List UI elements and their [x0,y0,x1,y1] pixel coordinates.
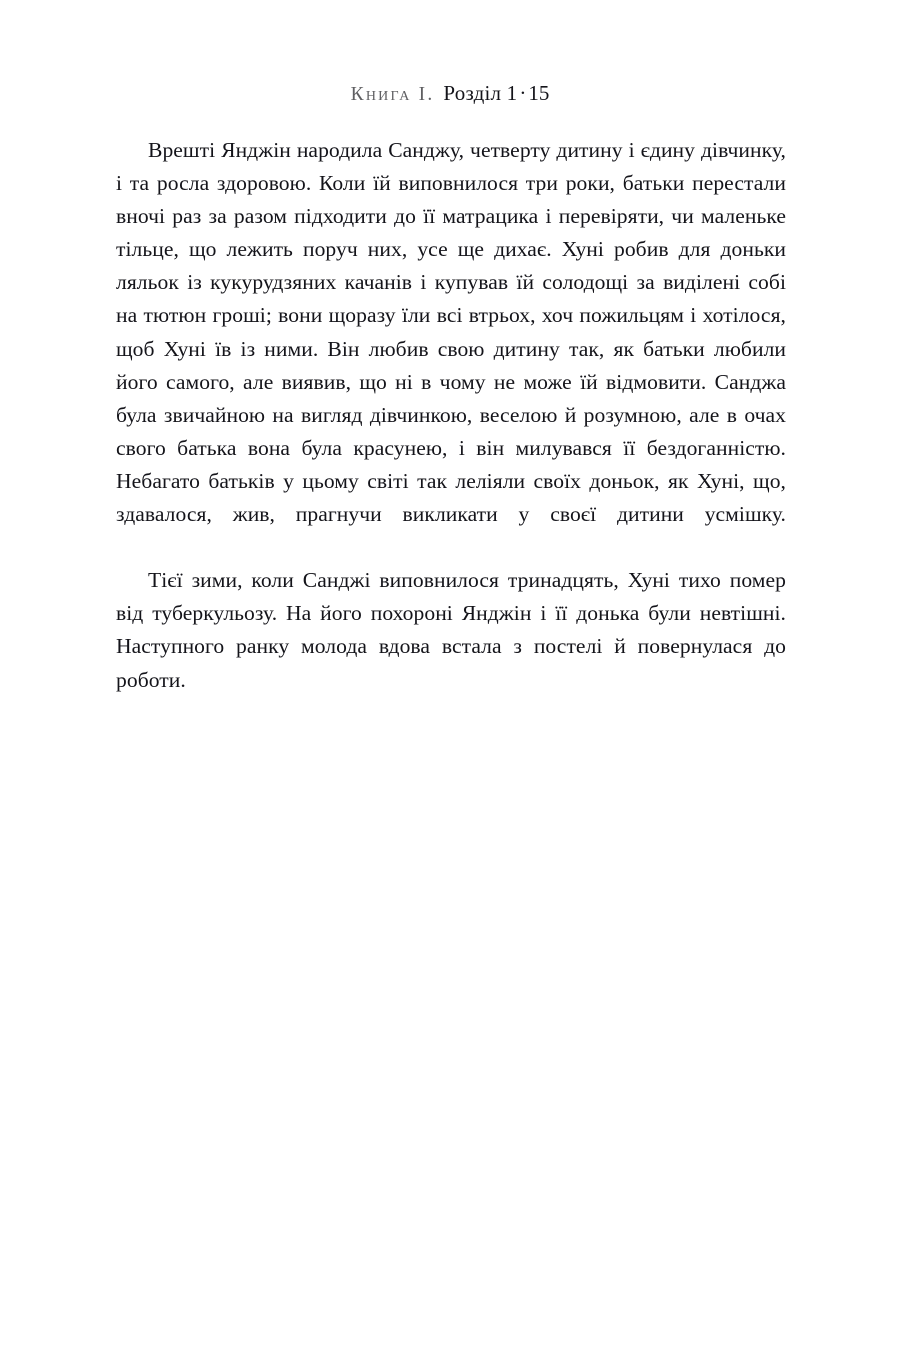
paragraph-2: Тієї зими, коли Санджі виповнилося тринадцять, Хуні тихо помер від туберкульозу. На його похороні Янджін і її донька були невтішні. Наступного ранку молода вдова встала з постелі й повернулася до роботи. [116,568,786,692]
running-header-book-label: Книга I. [350,84,435,105]
page-number: 15 [528,81,550,105]
running-header-chapter-label: Розділ 1 [443,81,518,105]
paragraph-1: Врешті Янджін народила Санджу, четверту дитину і єдину дівчинку, і та росла здоровою. Коли їй виповнилося три роки, батьки перестали вночі раз за разом підходити до її матрацика і перевіряти, чи маленьке тільце, що лежить поруч них, усе ще дихає. Хуні робив для доньки ляльок із кукурудзяних качанів і купував їй солодощі за виділені собі на тютюн гроші; вони щоразу їли всі втрьох, хоч пожильцям і хотілося, щоб Хуні їв із ними. Він любив свою дитину так, як батьки любили його самого, але виявив, що ні в чому не може їй відмовити. Санджа була звичайною на вигляд дівчинкою, веселою й розумною, але в очах свого батька вона була красунею, і він милувався її бездоганністю. Небагато батьків у цьому світі так леліяли своїх доньок, як Хуні, що, здавалося, жив, прагнучи викликати у своєї дитини усмішку. [116,138,786,527]
running-header-separator: · [519,81,527,105]
running-header [0,80,900,108]
body-text-block [116,134,786,730]
